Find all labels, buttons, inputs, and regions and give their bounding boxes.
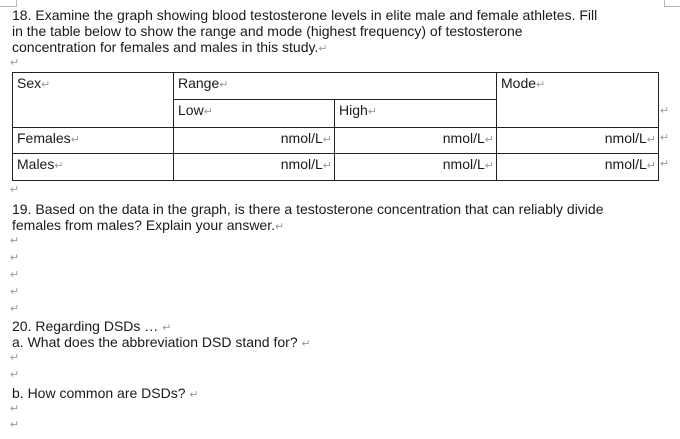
q19-text-1: 19. Based on the data in the graph, is there a testosterone concentration that can reliably divide [12,201,604,217]
q20a-text: a. What does the abbreviation DSD stand for? [12,334,298,350]
header-mode-cell[interactable] [497,73,659,128]
paragraph-mark: ↵ [10,184,20,196]
unit-label: nmol/L [442,130,485,146]
row-label-cell[interactable] [13,128,174,154]
q19-text-2: females from males? Explain your answer. [12,217,275,233]
paragraph-mark: ↵ [10,303,20,315]
paragraph-mark: ↵ [301,338,311,350]
row-label: Females [17,130,71,146]
row-label: Males [17,156,55,172]
table-row [13,154,659,181]
row-end-mark: ↵ [660,105,670,117]
q18-text-2: in the table below to show the range and mode (highest frequency) of testosterone [12,23,523,39]
cell-mark: ↵ [203,106,213,118]
paragraph-mark: ↵ [10,403,20,415]
cell-mark: ↵ [646,160,657,172]
margin-corner-right [664,0,680,7]
males-mode-cell[interactable] [497,154,659,181]
unit-label: nmol/L [442,156,485,172]
paragraph-mark: ↵ [10,352,20,364]
paragraph-mark: ↵ [275,221,285,233]
margin-corner-left [0,0,17,7]
cell-mark: ↵ [536,79,546,91]
cell-mark: ↵ [322,160,332,172]
q18-text-1: 18. Examine the graph showing blood testosterone levels in elite male and female athletes. Fill [12,7,598,23]
females-low-cell[interactable] [174,128,335,154]
row-label-cell[interactable] [13,154,174,181]
cell-mark: ↵ [484,160,495,172]
paragraph-mark: ↵ [10,57,20,69]
unit-label: nmol/L [604,156,647,172]
q19-line-1 [12,201,604,218]
females-mode-cell[interactable] [497,128,659,154]
cell-mark: ↵ [646,134,657,146]
q20a-line [12,334,311,353]
males-low-cell[interactable] [174,154,335,181]
females-high-cell[interactable] [335,128,497,154]
header-mode: Mode [501,75,537,91]
cell-mark: ↵ [219,79,229,91]
paragraph-mark: ↵ [10,235,20,247]
cell-mark: ↵ [367,106,378,118]
paragraph-mark: ↵ [10,269,20,281]
header-range: Range [178,75,220,91]
unit-label: nmol/L [280,156,323,172]
paragraph-mark: ↵ [10,419,20,431]
header-high: High [339,102,368,118]
q18-line-2 [12,23,523,40]
header-sex: Sex [17,75,42,91]
q18-line-3 [12,39,328,58]
q20b-text: b. How common are DSDs? [12,385,186,401]
paragraph-mark: ↵ [10,369,20,381]
cell-mark: ↵ [484,134,495,146]
cell-mark: ↵ [54,160,64,172]
unit-label: nmol/L [280,130,323,146]
q18-line-1 [12,7,597,24]
cell-mark: ↵ [41,79,51,91]
q19-line-2 [12,217,284,236]
unit-label: nmol/L [604,130,647,146]
paragraph-mark: ↵ [189,389,199,401]
header-low-cell[interactable] [174,100,335,128]
cell-mark: ↵ [322,134,332,146]
row-end-mark: ↵ [660,132,670,144]
header-high-cell[interactable] [335,100,497,128]
males-high-cell[interactable] [335,154,497,181]
cell-mark: ↵ [70,134,80,146]
paragraph-mark: ↵ [10,286,20,298]
answer-table [12,72,659,181]
header-range-cell[interactable] [174,73,497,100]
q18-text-3: concentration for females and males in this study. [12,39,319,55]
table-row [13,128,659,154]
q20-title: 20. Regarding DSDs … [12,318,159,334]
header-sex-cell[interactable] [13,73,174,128]
paragraph-mark: ↵ [162,322,172,334]
row-end-mark: ↵ [660,158,670,170]
paragraph-mark: ↵ [10,252,20,264]
q20b-line [12,385,199,404]
paragraph-mark: ↵ [318,43,328,55]
table-header-row [13,73,659,100]
header-low: Low [178,102,204,118]
